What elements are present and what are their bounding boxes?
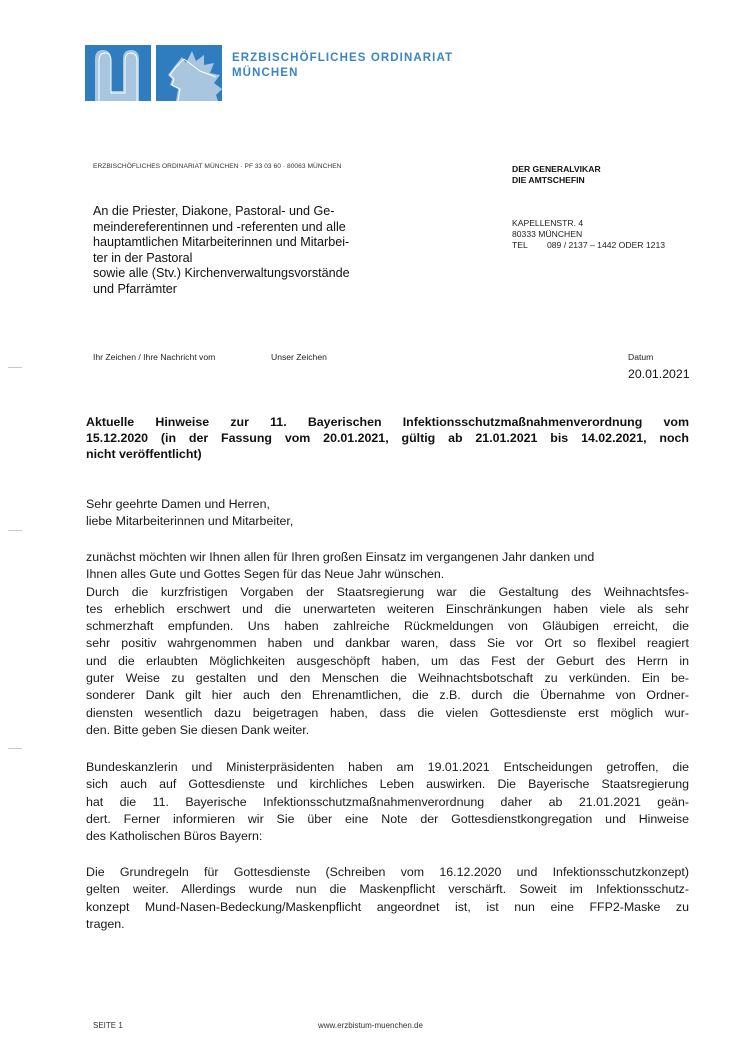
paragraph-line: den. Bitte geben Sie diesen Dank weiter. xyxy=(86,722,310,737)
date-label: Datum xyxy=(628,352,654,362)
paragraph-decisions xyxy=(86,759,689,845)
paragraph-line: zunächst möchten wir Ihnen allen für Ihren großen Einsatz im vergangenen Jahr danken und xyxy=(86,550,595,564)
fold-mark xyxy=(8,530,22,531)
paragraph-line: Bundeskanzlerin und Ministerpräsidenten haben am 19.01.2021 Entscheidungen getroffen, die xyxy=(86,760,689,774)
salutation-line: liebe Mitarbeiterinnen und Mitarbeiter, xyxy=(86,514,294,529)
sender-title-line-1: DER GENERALVIKAR xyxy=(512,164,601,174)
paragraph-line: diensten wesentlich dazu beigetragen haben, dass die vielen Gottesdienste erst möglich wur- xyxy=(86,705,689,720)
paragraph-line: sonderer Dank gilt hier auch den Ehrenamtlichen, die z.B. durch die Übernahme von Ordner- xyxy=(86,688,689,703)
recipient-line: hauptamtlichen Mitarbeiterinnen und Mitarbei- xyxy=(93,235,350,250)
paragraph-line: sich auch auf Gottesdienste und kirchliches Leben auswirken. Die Bayerische Staatsregierung xyxy=(86,777,689,792)
paragraph-line: hat die 11. Bayerische Infektionsschutzmaßnahmenverordnung daher ab 21.01.2021 geän- xyxy=(86,794,689,809)
date-value: 20.01.2021 xyxy=(628,367,690,381)
paragraph-line: dert. Ferner informieren wir Sie über eine Note der Gottesdienstkongregation und Hinweise xyxy=(86,811,689,826)
sender-return-address: ERZBISCHÖFLICHES ORDINARIAT MÜNCHEN · PF 33 03 60 · 80063 MÜNCHEN xyxy=(93,163,342,170)
paragraph-line: Die Grundregeln für Gottesdienste (Schreiben vom 16.12.2020 und Infektionsschutzkonzept) xyxy=(86,865,689,879)
org-name-line-1: ERZBISCHÖFLICHES ORDINARIAT xyxy=(232,52,454,64)
paragraph-line: tes erheblich erschwert und die unerwarteten weiteren Einschränkungen haben viele als sehr xyxy=(86,601,689,616)
sender-address xyxy=(512,218,665,251)
recipient-address xyxy=(93,204,393,298)
fold-mark xyxy=(8,748,22,749)
recipient-line: meindereferentinnen und -referenten und alle xyxy=(93,219,346,234)
salutation xyxy=(86,496,689,531)
frauenkirche-towers-icon xyxy=(85,45,151,101)
subject-line: Aktuelle Hinweise zur 11. Bayerischen Infektionsschutzmaßnahmenverordnung vom xyxy=(86,415,689,429)
organization-name xyxy=(232,51,453,81)
your-reference-label: Ihr Zeichen / Ihre Nachricht vom xyxy=(93,352,216,362)
paragraph-line: und die erlaubten Möglichkeiten ausgeschöpft haben, um das Fest der Geburt des Herrn in xyxy=(86,653,689,668)
sender-phone xyxy=(512,240,665,251)
paragraph-line: gelten weiter. Allerdings wurde nun die Maskenpflicht verschärft. Soweit im Infektionsschutz- xyxy=(86,882,689,897)
paragraph-line: schmerzhaft empfunden. Uns haben zahlreiche Rückmeldungen von Gläubigen erreicht, die xyxy=(86,619,689,634)
page-number: SEITE 1 xyxy=(93,1021,123,1030)
org-name-line-2: MÜNCHEN xyxy=(232,67,299,79)
subject-line: 15.12.2020 (in der Fassung vom 20.01.2021, gültig ab 21.01.2021 bis 14.02.2021, noch xyxy=(86,430,689,445)
salutation-line: Sehr geehrte Damen und Herren, xyxy=(86,497,270,511)
recipient-line: ter in der Pastoral xyxy=(93,250,193,265)
letter-subject xyxy=(86,415,689,462)
paragraph-line: guter Weise zu gestalten und den Menschen die Weihnachtsbotschaft zu verkünden. Ein be- xyxy=(86,671,689,686)
sender-title-line-2: DIE AMTSCHEFIN xyxy=(512,175,585,185)
paragraph-line: tragen. xyxy=(86,916,125,931)
paragraph-line: Ihnen alles Gute und Gottes Segen für das Neue Jahr wünschen. xyxy=(86,567,445,582)
website-link[interactable]: www.erzbistum-muenchen.de xyxy=(318,1021,423,1030)
paragraph-ground-rules xyxy=(86,864,689,933)
subject-line: nicht veröffentlicht) xyxy=(86,446,202,461)
crowned-moor-head-icon xyxy=(156,45,222,101)
paragraph-line: sehr positiv wahrgenommen haben und dankbar waren, dass Sie vor Ort so flexibel reagiert xyxy=(86,636,689,651)
paragraph-thanks xyxy=(86,549,689,739)
sender-city: 80333 MÜNCHEN xyxy=(512,229,583,239)
fold-mark xyxy=(8,367,22,368)
paragraph-line: konzept Mund-Nasen-Bedeckung/Maskenpflicht angeordnet ist, ist nun eine FFP2-Maske zu xyxy=(86,899,689,914)
sender-title xyxy=(512,164,601,186)
recipient-line: sowie alle (Stv.) Kirchenverwaltungsvorstände xyxy=(93,266,350,281)
paragraph-line: des Katholischen Büros Bayern: xyxy=(86,829,263,844)
sender-street: KAPELLENSTR. 4 xyxy=(512,218,584,228)
phone-label: TEL xyxy=(512,240,528,250)
recipient-line: und Pfarrämter xyxy=(93,281,177,296)
our-reference-label: Unser Zeichen xyxy=(271,352,327,362)
phone-number: 089 / 2137 – 1442 ODER 1213 xyxy=(547,240,666,250)
logo-moor xyxy=(156,45,222,101)
logo-towers xyxy=(85,45,151,101)
recipient-line: An die Priester, Diakone, Pastoral- und Ge- xyxy=(93,204,335,218)
paragraph-line: Durch die kurzfristigen Vorgaben der Staatsregierung war die Gestaltung des Weihnachtsfes- xyxy=(86,584,689,599)
